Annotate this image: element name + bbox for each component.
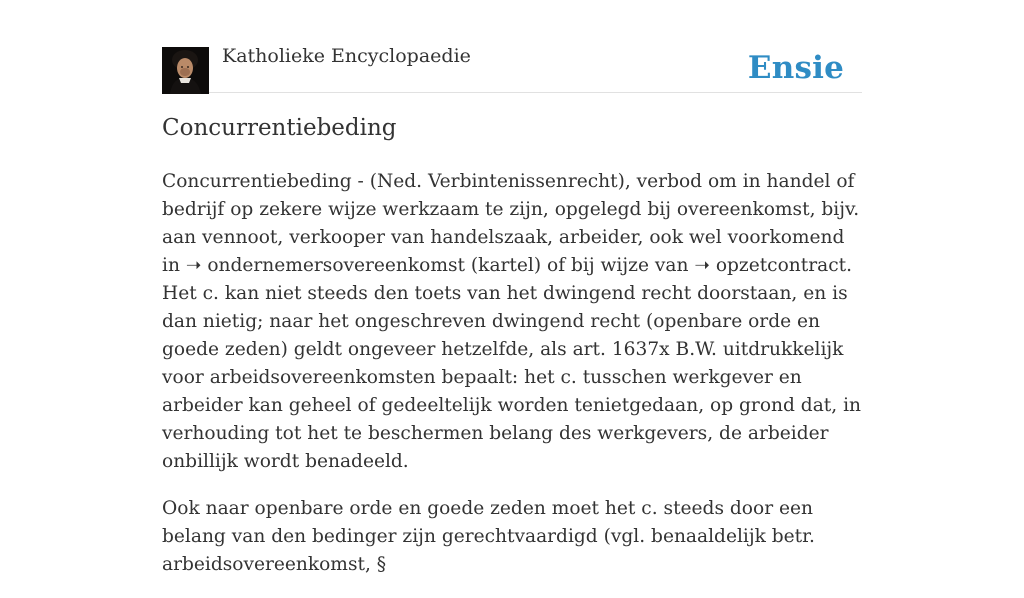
page-container	[162, 0, 862, 575]
ensie-logo[interactable]: Ensie	[747, 50, 844, 86]
site-title[interactable]: Katholieke Encyclopaedie	[222, 45, 471, 67]
portrait-avatar-icon[interactable]	[162, 47, 209, 94]
article-paragraph: Concurrentiebeding - (Ned. Verbintenissenrecht), verbod om in handel of bedrijf op zekere wijze werkzaam te zijn, opgelegd bij overeenkomst, bijv. aan vennoot, verkooper van handelszaak, arbeider, ook wel voorkomend in ➝ ondernemersovereenkomst (kartel) of bij wijze van ➝ opzetcontract. Het c. kan niet steeds den toets van het dwingend recht doorstaan, en is dan nietig; naar het ongeschreven dwingend recht (openbare orde en goede zeden) geldt ongeveer hetzelfde, als art. 1637x B.W. uitdrukkelijk voor arbeidsovereenkomsten bepaalt: het c. tusschen werkgever en arbeider kan geheel of gedeeltelijk worden tenietgedaan, op grond dat, in verhouding tot het te beschermen belang des werkgevers, de arbeider onbillijk wordt benadeeld.	[162, 171, 861, 472]
article-body	[162, 168, 862, 598]
page-title: Concurrentiebeding	[162, 115, 397, 141]
article-paragraph: Ook naar openbare orde en goede zeden moet het c. steeds door een belang van den bedinger zijn gerechtvaardigd (vgl. benaaldelijk betr. arbeidsovereenkomst, §	[162, 498, 815, 575]
site-header	[162, 0, 862, 93]
